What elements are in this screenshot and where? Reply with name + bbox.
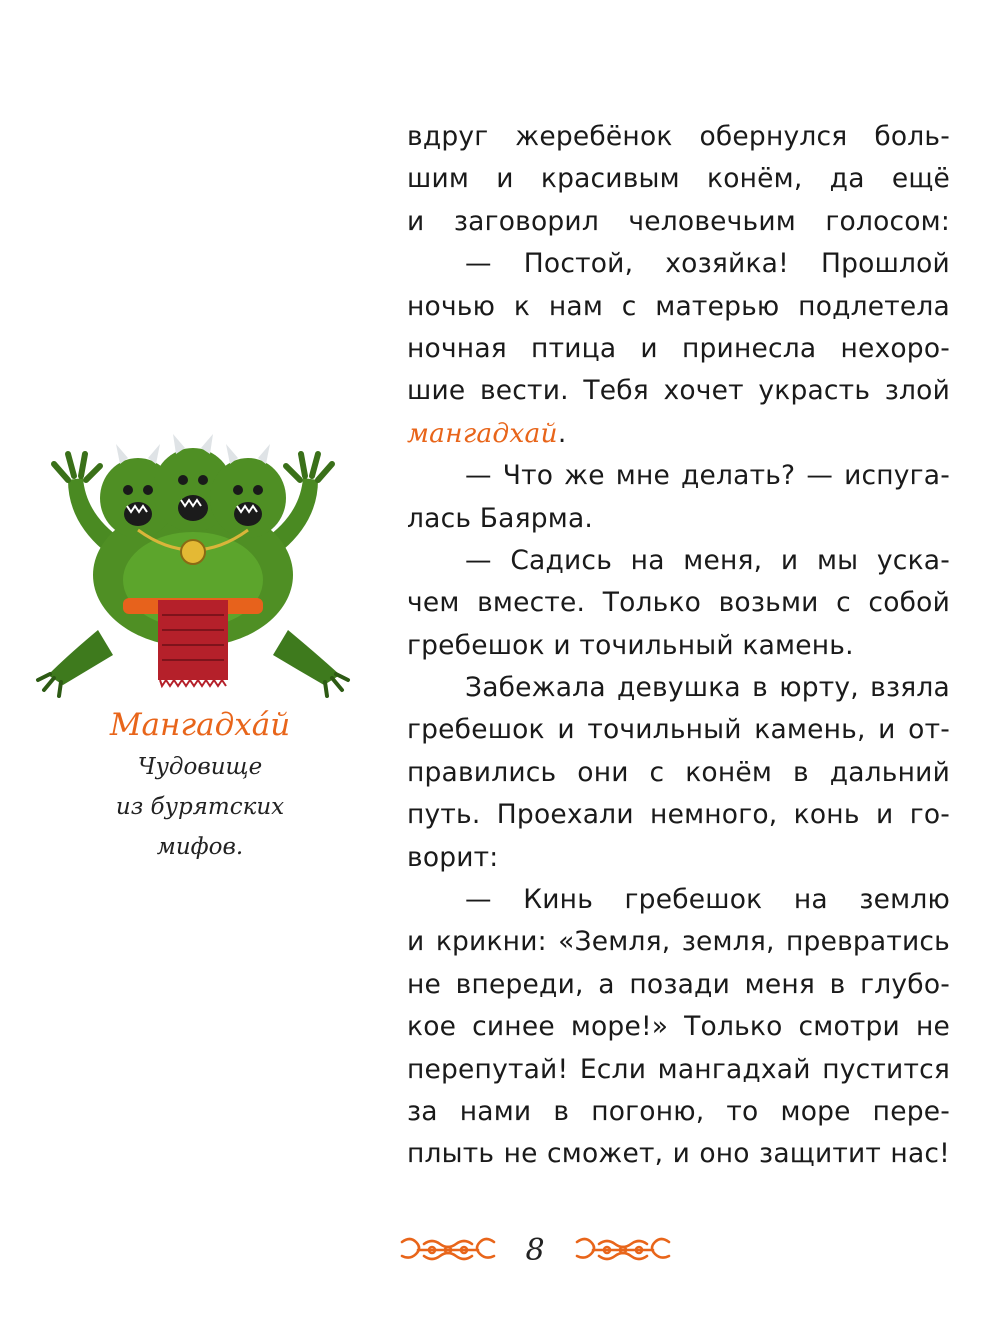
text-line: не впереди, а позади меня в глубо-	[407, 968, 950, 1000]
text-line: — Что же мне делать? — испуга-	[465, 460, 950, 492]
text-line: кое синее море!» Только смотри не	[407, 1011, 950, 1043]
text-line: вдруг жеребёнок обернулся боль-	[407, 121, 950, 152]
monster-name: Мангадха́й	[109, 707, 291, 743]
story-text	[407, 116, 950, 1176]
highlighted-term: мангадхай	[407, 417, 558, 449]
text-line: лась Баярма.	[407, 502, 594, 534]
text-line: ворит:	[407, 841, 499, 873]
text-line: и заговорил человечьим голосом:	[407, 205, 950, 237]
text-line: шие вести. Тебя хочет украсть злой	[407, 375, 950, 407]
text-line: гребешок и точильный камень, и от-	[407, 714, 950, 746]
text-line: за нами в погоню, то море пере-	[407, 1095, 950, 1127]
text-line: ночная птица и принесла нехоро-	[407, 332, 950, 364]
ornament-left-icon	[398, 1234, 498, 1266]
text-line: гребешок и точильный камень.	[407, 629, 854, 661]
text-line: шим и красивым конём, да ещё	[407, 163, 950, 195]
text-line: Забежала девушка в юрту, взяла	[465, 672, 950, 704]
text-line: — Садись на меня, и мы уска-	[465, 544, 950, 576]
monster-caption	[60, 703, 340, 867]
text-line: — Постой, хозяйка! Прошлой	[465, 248, 950, 280]
monster-illustration	[28, 430, 358, 700]
text-fragment: .	[557, 417, 567, 449]
page-number: 8	[525, 1233, 545, 1268]
monster-description-line: Чудовище	[137, 754, 263, 780]
text-line: — Кинь гребешок на землю	[465, 884, 950, 916]
page-footer	[398, 1228, 673, 1276]
monster-description-line: мифов.	[156, 834, 244, 860]
ornament-right-icon	[573, 1234, 673, 1266]
text-line: плыть не сможет, и оно защитит нас!	[407, 1138, 950, 1170]
text-line: ночью к нам с матерью подлетела	[407, 290, 950, 322]
text-line: правились они с конём в дальний	[407, 756, 950, 788]
text-line: перепутай! Если мангадхай пустится	[407, 1053, 950, 1085]
text-line: и крикни: «Земля, земля, превратись	[407, 926, 950, 958]
text-line	[407, 413, 950, 455]
text-line: путь. Проехали немного, конь и го-	[407, 799, 950, 831]
text-line: чем вместе. Только возьми с собой	[407, 587, 950, 619]
monster-description-line: из бурятских	[115, 794, 285, 820]
